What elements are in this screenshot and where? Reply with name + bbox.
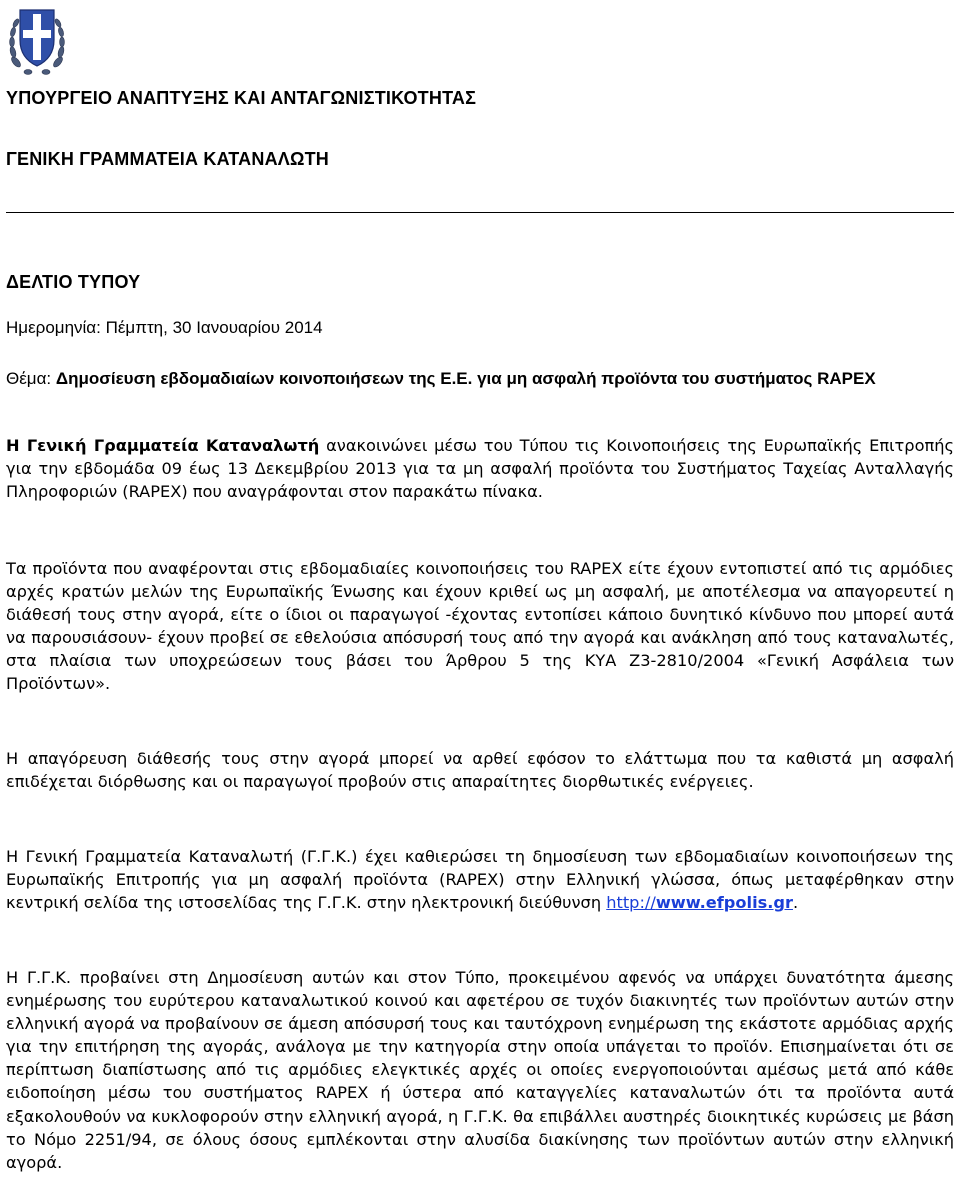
document-type-heading: ΔΕΛΤΙΟ ΤΥΠΟΥ xyxy=(6,272,141,292)
intro-paragraph xyxy=(6,434,954,503)
greek-coat-of-arms-icon xyxy=(8,2,66,76)
intro-paragraph-bold: Η Γενική Γραμματεία Καταναλωτή xyxy=(6,436,320,455)
rapex-products-paragraph: Τα προϊόντα που αναφέρονται στις εβδομαδιαίες κοινοποιήσεις του RAPEX είτε έχουν εντοπιστεί από τις αρμόδιες αρχές κρατών μελών της Ευρωπαϊκής Ένωσης και έχουν κριθεί ως μη ασφαλή, με αποτέλεσμα να απαγορευτεί η διάθεσή τους στην αγορά, είτε ο ίδιοι οι παραγωγοί -έχοντας εντοπίσει κάποιο δυνητικό κίνδυνο που μπορεί αυτά να παρουσιάσουν- έχουν προβεί σε εθελούσια απόσυρσή τους από την αγορά και ανάκληση από τους καταναλωτές, στα πλαίσια των υποχρεώσεων τους βάσει του Άρθρου 5 της ΚΥΑ Ζ3-2810/2004 «Γενική Ασφάλεια των Προϊόντων». xyxy=(6,559,954,694)
subject-line xyxy=(6,367,954,390)
ministry-heading: ΥΠΟΥΡΓΕΙΟ ΑΝΑΠΤΥΞΗΣ ΚΑΙ ΑΝΤΑΓΩΝΙΣΤΙΚΟΤΗΤΑΣ xyxy=(6,88,477,108)
efpolis-link[interactable] xyxy=(606,893,793,912)
date-line: Ημερομηνία: Πέμπτη, 30 Ιανουαρίου 2014 xyxy=(6,318,323,337)
publication-paragraph-end: . xyxy=(792,893,799,913)
enforcement-paragraph: Η Γ.Γ.Κ. προβαίνει στη Δημοσίευση αυτών και στον Τύπο, προκειμένου αφενός να υπάρχει δυνατότητα άμεσης ενημέρωσης του ευρύτερου καταναλωτικού κοινού και αφετέρου σε τυχόν διακινητές των προϊόντων αυτών στην ελληνική αγορά να προβαίνουν σε άμεση απόσυρσή τους και ταυτόχρονη ενημέρωση της εκάστοτε αρμόδιας αρχής για την επιτήρηση της αγοράς, ανάλογα με την κατηγορία στην οποία υπάγεται το προϊόν. Επισημαίνεται ότι σε περίπτωση διαπίστωσης από τις αρμόδιες ελεγκτικές αρχές οι οποίες ενεργοποιούνται αμέσως μετά από κάθε ειδοποίηση μέσω του συστήματος RAPEX ή ύστερα από καταγγελίες καταναλωτών ότι τα προϊόντα αυτά εξακολουθούν να κυκλοφορούν στην ελληνική αγορά, η Γ.Γ.Κ. θα επιβάλλει αυστηρές διοικητικές κυρώσεις με βάση το Νόμο 2251/94, σε όλους όσους εμπλέκονται στην αλυσίδα διακίνησης των προϊόντων αυτών στην ελληνική αγορά. xyxy=(6,968,954,1172)
subject-title: Δημοσίευση εβδομαδιαίων κοινοποιήσεων της Ε.Ε. για μη ασφαλή προϊόντα του συστήματος RAPEX xyxy=(55,369,876,388)
intro-paragraph-text: ανακοινώνει μέσω του Τύπου τις Κοινοποιήσεις της Ευρωπαϊκής Επιτροπής για την εβδομάδα 09 έως 13 Δεκεμβρίου 2013 για τα μη ασφαλή προϊόντα του Συστήματος Ταχείας Ανταλλαγής Πληροφοριών (RAPEX) που αναγράφονται στον παρακάτω πίνακα. xyxy=(6,436,954,502)
secretariat-heading: ΓΕΝΙΚΗ ΓΡΑΜΜΑΤΕΙΑ ΚΑΤΑΝΑΛΩΤΗ xyxy=(6,149,329,169)
header-divider xyxy=(6,212,954,213)
efpolis-link-prefix: http:// xyxy=(606,893,656,913)
subject-prefix: Θέμα: xyxy=(6,369,56,388)
ban-lift-paragraph: Η απαγόρευση διάθεσής τους στην αγορά μπορεί να αρθεί εφόσον το ελάττωμα που τα καθιστά μη ασφαλή επιδέχεται διόρθωσης και οι παραγωγοί προβούν στις απαραίτητες διορθωτικές ενέργειες. xyxy=(6,749,954,792)
publication-paragraph-text: Η Γενική Γραμματεία Καταναλωτή (Γ.Γ.Κ.) έχει καθιερώσει τη δημοσίευση των εβδομαδιαίων κοινοποιήσεων της Ευρωπαϊκής Επιτροπής για μη ασφαλή προϊόντα (RAPEX) στην Ελληνική γλώσσα, όπως μεταφέρθηκαν στην κεντρική σελίδα της ιστοσελίδας της Γ.Γ.Κ. στην ηλεκτρονική διεύθυνση xyxy=(6,847,954,913)
publication-paragraph xyxy=(6,845,954,914)
efpolis-link-domain: www.efpolis.gr xyxy=(655,893,793,913)
